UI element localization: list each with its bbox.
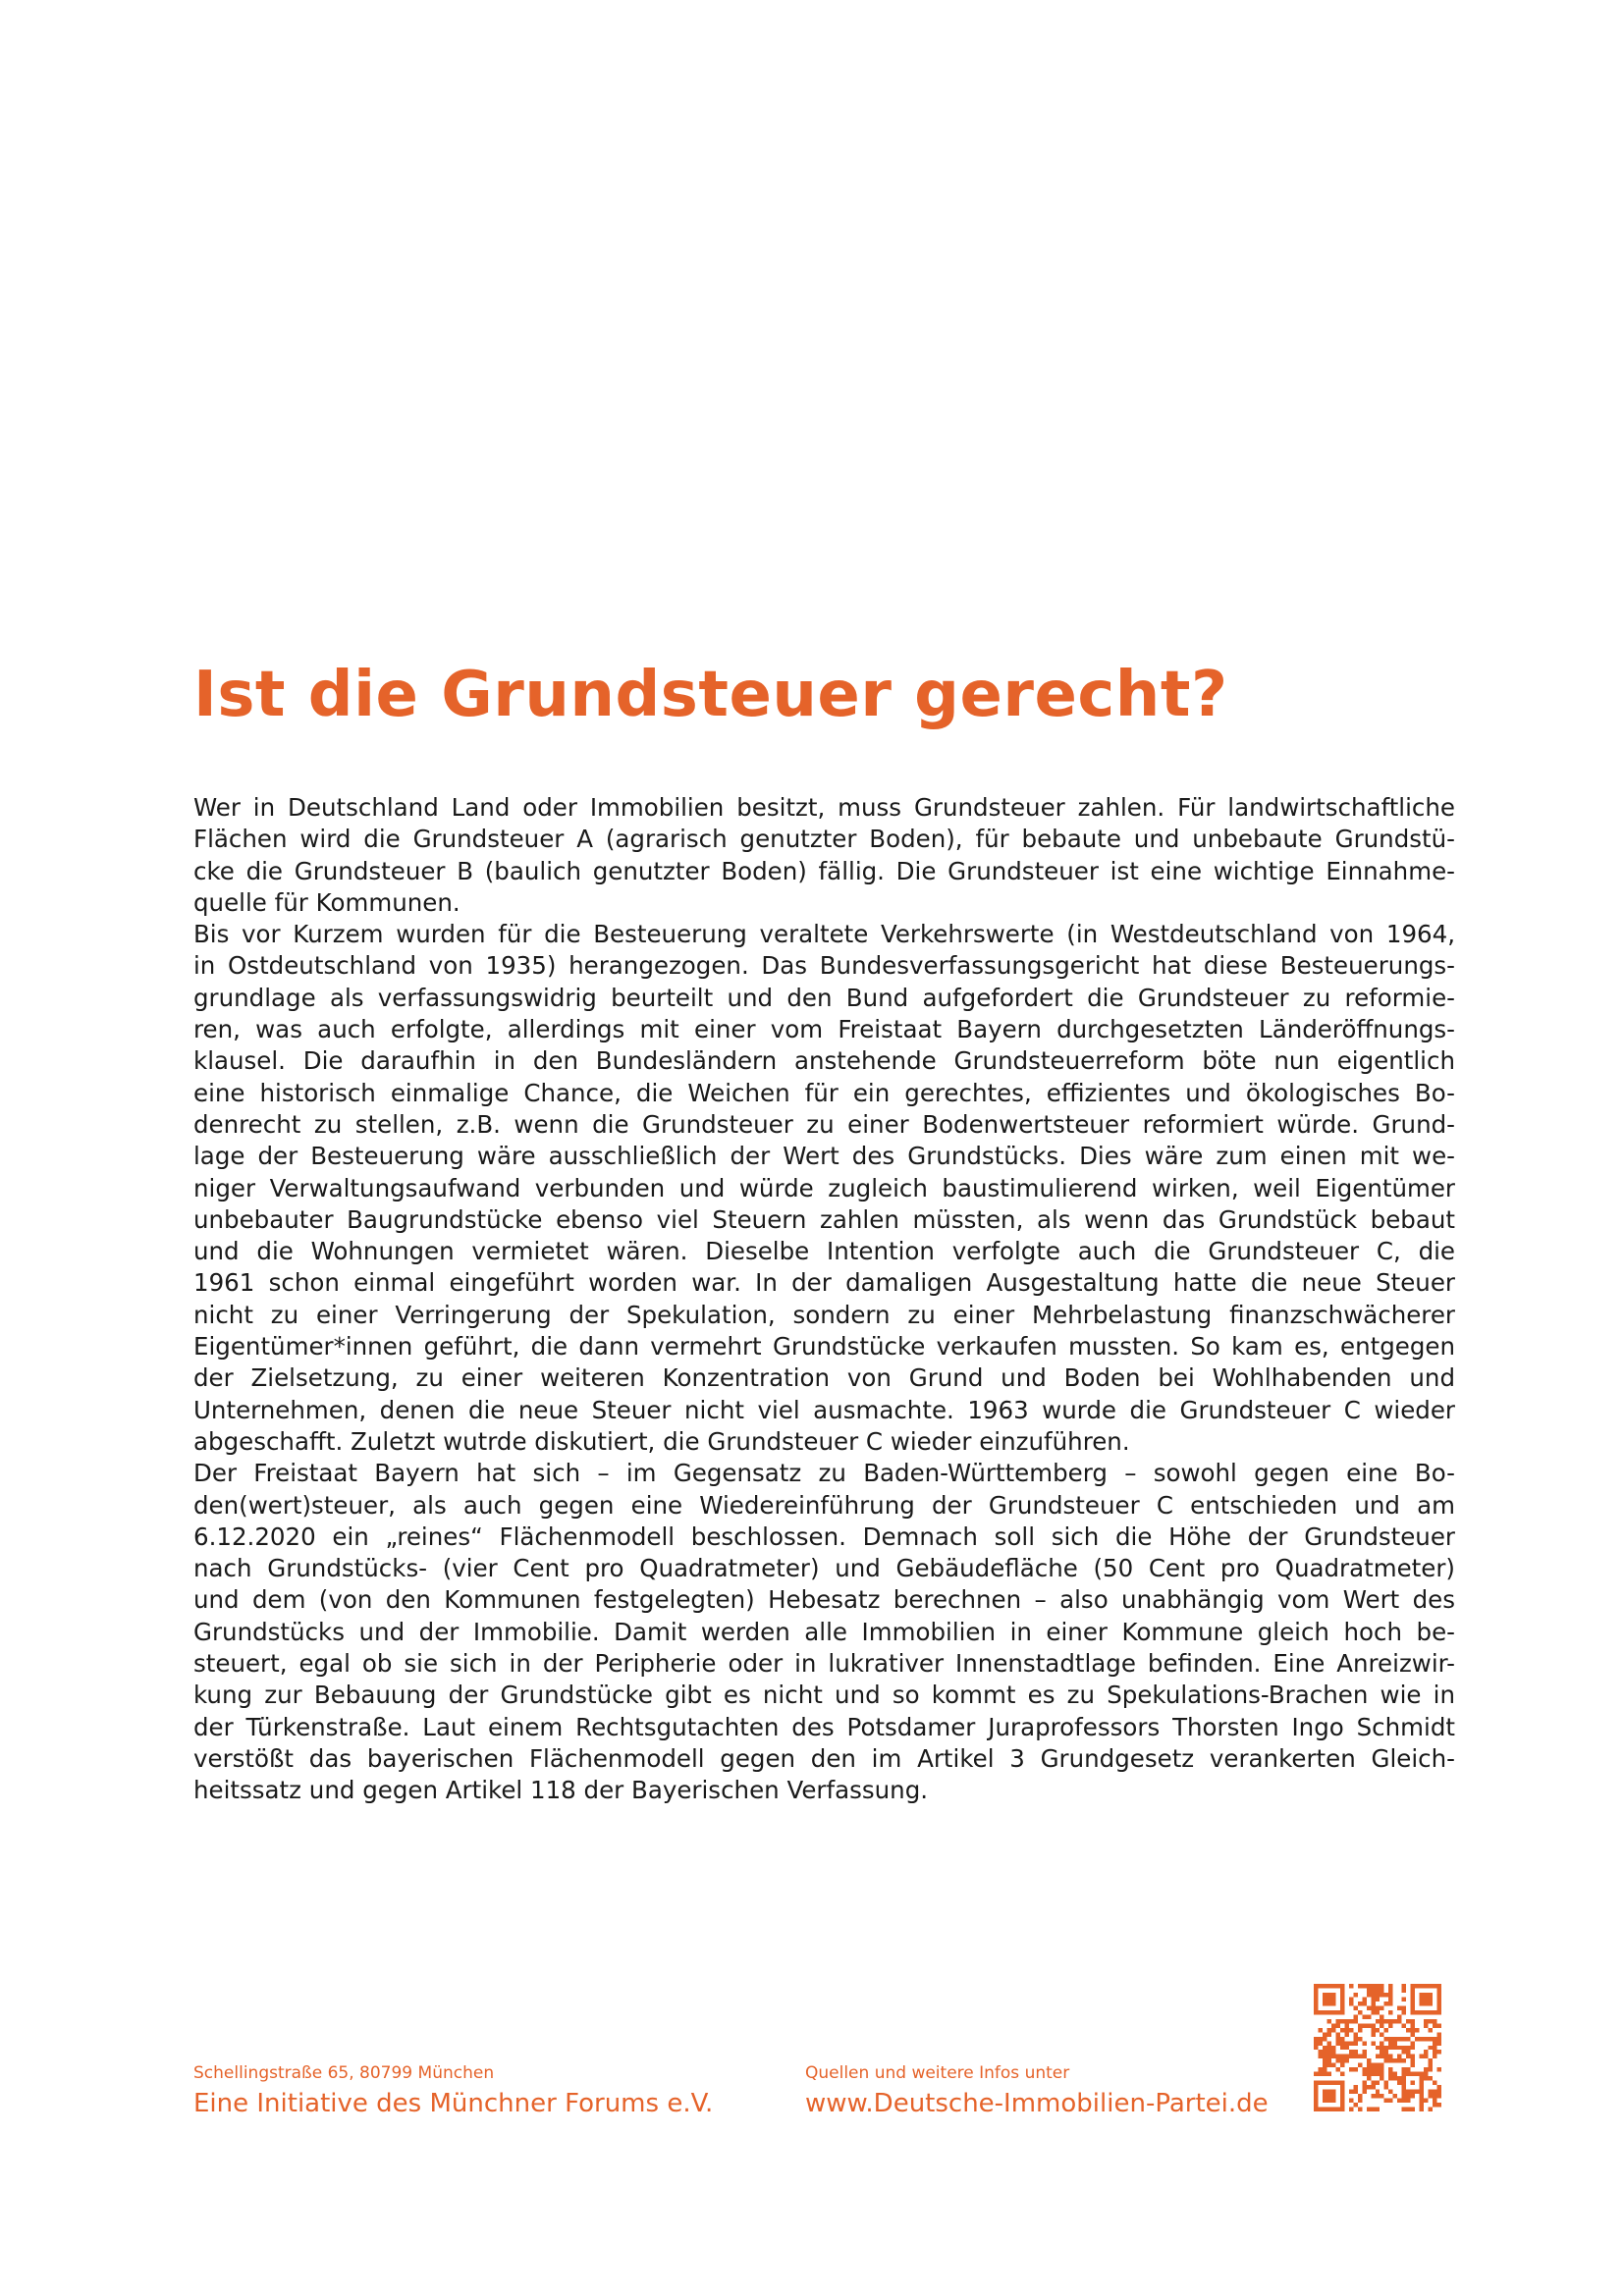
body-line: ren, was auch erfolgte, allerdings mit einer vom Freistaat Bayern durchgesetzten Länderöffnungs- (193, 1015, 1455, 1044)
body-line: nach Grundstücks- (vier Cent pro Quadratmeter) und Gebäudefläche (50 Cent pro Quadratmeter) (193, 1554, 1455, 1583)
body-line: lage der Besteuerung wäre ausschließlich der Wert des Grundstücks. Dies wäre zum einen mit we- (193, 1142, 1455, 1171)
body-line: Flächen wird die Grundsteuer A (agrarisch genutzter Boden), für bebaute und unbebaute Grundstü- (193, 825, 1455, 854)
body-line: unbebauter Baugrundstücke ebenso viel Steuern zahlen müssten, als wenn das Grundstück bebaut (193, 1204, 1455, 1234)
body-line: niger Verwaltungsaufwand verbunden und würde zugleich baustimulierend wirken, weil Eigentümer (193, 1173, 1455, 1202)
body-line: grundlage als verfassungswidrig beurteilt und den Bund aufgefordert die Grundsteuer zu reformie- (193, 983, 1455, 1012)
footer-url-link[interactable]: www.Deutsche-Immobilien-Partei.de (805, 2089, 1269, 2118)
body-line: quelle für Kommunen. (193, 887, 460, 917)
footer-initiative: Eine Initiative des Münchner Forums e.V. (193, 2089, 714, 2118)
body-line: der Türkenstraße. Laut einem Rechtsgutachten des Potsdamer Juraprofessors Thorsten Ingo Schmidt (193, 1712, 1455, 1741)
body-line: 6.12.2020 ein „reines“ Flächenmodell beschlossen. Demnach soll sich die Höhe der Grundsteuer (193, 1522, 1455, 1551)
body-line: Eigentümer*innen geführt, die dann vermehrt Grundstücke verkaufen mussten. So kam es, entgegen (193, 1332, 1455, 1362)
footer-sources-label: Quellen und weitere Infos unter (805, 2063, 1070, 2083)
body-line: in Ostdeutschland von 1935) herangezogen. Das Bundesverfassungsgericht hat diese Besteuerungs- (193, 951, 1455, 981)
body-line: 1961 schon einmal eingeführt worden war. In der damaligen Ausgestaltung hatte die neue Steuer (193, 1268, 1455, 1298)
body-line: der Zielsetzung, zu einer weiteren Konzentration von Grund und Boden bei Wohlhabenden und (193, 1363, 1455, 1393)
article-body (193, 792, 1455, 1807)
body-line: kung zur Bebauung der Grundstücke gibt es nicht und so kommt es zu Spekulations-Brachen wie in (193, 1681, 1455, 1710)
body-line: eine historisch einmalige Chance, die Weichen für ein gerechtes, effizientes und ökologisches Bo- (193, 1078, 1455, 1107)
body-line: klausel. Die daraufhin in den Bundesländern anstehende Grundsteuerreform böte nun eigentlich (193, 1046, 1455, 1076)
body-line: heitssatz und gegen Artikel 118 der Bayerischen Verfassung. (193, 1776, 929, 1805)
body-line: cke die Grundsteuer B (baulich genutzter Boden) fällig. Die Grundsteuer ist eine wichtige Einnahme- (193, 856, 1455, 885)
body-line: abgeschafft. Zuletzt wutrde diskutiert, die Grundsteuer C wieder einzuführen. (193, 1426, 1130, 1456)
body-line: steuert, egal ob sie sich in der Peripherie oder in lukrativer Innenstadtlage befinden. Eine Anreizwir- (193, 1649, 1455, 1679)
body-line: nicht zu einer Verringerung der Spekulation, sondern zu einer Mehrbelastung finanzschwächerer (193, 1300, 1455, 1329)
body-line: Grundstücks und der Immobilie. Damit werden alle Immobilien in einer Kommune gleich hoch be- (193, 1617, 1455, 1646)
page-title: Ist die Grundsteuer gerecht? (193, 659, 1228, 731)
body-line: verstößt das bayerischen Flächenmodell gegen den im Artikel 3 Grundgesetz verankerten Gleich- (193, 1743, 1455, 1773)
qr-code-icon[interactable] (1314, 1984, 1441, 2111)
footer-address: Schellingstraße 65, 80799 München (193, 2063, 495, 2083)
body-line: und die Wohnungen vermietet wären. Dieselbe Intention verfolgte auch die Grundsteuer C, die (193, 1237, 1455, 1266)
body-line: denrecht zu stellen, z.B. wenn die Grundsteuer zu einer Bodenwertsteuer reformiert würde. Grund- (193, 1109, 1455, 1139)
body-line: Unternehmen, denen die neue Steuer nicht viel ausmachte. 1963 wurde die Grundsteuer C wieder (193, 1395, 1455, 1424)
body-line: Bis vor Kurzem wurden für die Besteuerung veraltete Verkehrswerte (in Westdeutschland von 1964, (193, 920, 1455, 949)
body-line: Der Freistaat Bayern hat sich – im Gegensatz zu Baden-Württemberg – sowohl gegen eine Bo- (193, 1459, 1455, 1488)
body-line: Wer in Deutschland Land oder Immobilien besitzt, muss Grundsteuer zahlen. Für landwirtschaftliche (193, 793, 1455, 822)
body-line: den(wert)steuer, als auch gegen eine Wiedereinführung der Grundsteuer C entschieden und am (193, 1490, 1455, 1520)
body-line: und dem (von den Kommunen festgelegten) Hebesatz berechnen – also unabhängig vom Wert des (193, 1585, 1455, 1615)
